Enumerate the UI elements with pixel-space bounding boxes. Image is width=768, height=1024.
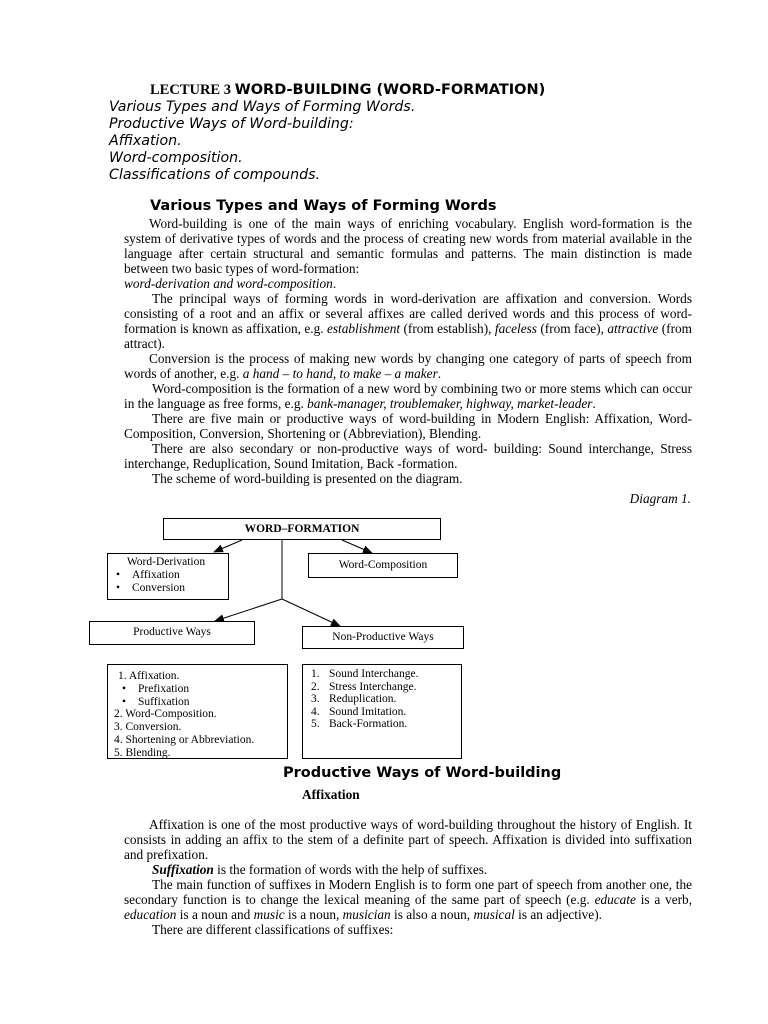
lecture-number: LECTURE 3 <box>150 82 231 98</box>
word-derivation-box <box>107 553 229 600</box>
list-item: 3. Conversion. <box>114 721 182 734</box>
section-heading: Various Types and Ways of Forming Words <box>150 198 497 214</box>
contents-item: Various Types and Ways of Forming Words. <box>109 99 416 115</box>
arrow-to-composition <box>342 540 372 553</box>
list-item: • Suffixation <box>122 696 287 709</box>
paragraph: Suffixation is the formation of words with the help of suffixes. <box>152 862 488 877</box>
paragraph: Affixation is one of the most productive ways of word-building throughout the history of English. It consists in adding an affix to the stem of a definite part of speech. Affixation is divided into suffixation and prefixation. <box>124 817 692 862</box>
paragraph: The principal ways of forming words in word-derivation are affixation and conversion. Words consisting of a root and an affix or several affixes are called derived words and this process of word- formation is known as affixation, e.g. establishment (from establish), faceless (from face), attractive (from attract). <box>124 291 692 351</box>
list-item: 4. Shortening or Abbreviation. <box>114 733 255 746</box>
list-item: 4. Sound Imitation. <box>311 705 407 718</box>
list-item: 1. Affixation. <box>118 670 180 682</box>
productive-ways-box: Productive Ways <box>89 621 255 645</box>
derivation-title: Word-Derivation <box>126 556 206 568</box>
paragraph: There are different classifications of suffixes: <box>152 922 394 937</box>
lecture-topic: WORD-BUILDING (WORD-FORMATION) <box>234 82 546 98</box>
diagram-label: Diagram 1. <box>629 491 691 506</box>
section-body <box>124 817 692 937</box>
word-formation-box: WORD–FORMATION <box>163 518 441 540</box>
list-item: 2. Word-Composition. <box>114 708 217 721</box>
list-item: • Prefixation <box>122 683 287 696</box>
paragraph: Word-composition is the formation of a new word by combining two or more stems which can occur in the language as free forms, e.g. bank-manager, troublemaker, highway, market-leader. <box>124 381 692 411</box>
paragraph: Conversion is the process of making new words by changing one category of parts of speech from words of another, e.g. a hand – to hand, to make – a maker. <box>124 351 692 381</box>
section-heading: Productive Ways of Word-building <box>283 765 562 781</box>
list-item: 3. Reduplication. <box>311 693 397 705</box>
affixation-sublist <box>118 683 287 709</box>
derivation-list <box>108 569 228 595</box>
paragraph: There are five main or productive ways of word-building in Modern English: Affixation, Word-Composition, Conversion, Shortening or (Abbreviation), Blending. <box>124 411 692 441</box>
arrow-to-derivation <box>214 540 242 552</box>
list-item: 2. Stress Interchange. <box>311 680 417 693</box>
paragraph: There are also secondary or non-productive ways of word- building: Sound interchange, Stress interchange, Reduplication, Sound Imitation, Back -formation. <box>124 441 692 471</box>
contents-item: Affixation. <box>109 133 182 149</box>
word-composition-box: Word-Composition <box>308 553 458 578</box>
list-item: • Conversion <box>116 582 228 595</box>
list-item: 5. Back-Formation. <box>311 718 408 730</box>
non-productive-ways-box: Non-Productive Ways <box>302 626 464 649</box>
subsection-heading: Affixation <box>302 787 360 802</box>
contents-item: Word-composition. <box>109 150 243 166</box>
paragraph: word-derivation and word-composition. <box>124 276 337 291</box>
list-item: 1. Sound Interchange. <box>311 668 419 680</box>
paragraph: Word-building is one of the main ways of enriching vocabulary. English word-formation is the system of derivative types of words and the process of creating new words from material available in the language after certain structural and semantic formulas and patterns. The main distinction is made between two basic types of word-formation: <box>124 216 692 276</box>
contents-item: Productive Ways of Word-building: <box>109 116 354 132</box>
paragraph: The scheme of word-building is presented on the diagram. <box>152 471 463 486</box>
contents-item: Classifications of compounds. <box>109 167 321 183</box>
productive-list-box <box>107 664 288 759</box>
non-productive-list-box <box>302 664 462 759</box>
paragraph: The main function of suffixes in Modern English is to form one part of speech from another one, the secondary function is to change the lexical meaning of the same part of speech (e.g. educate is a verb, education is a noun and music is a noun, musician is also a noun, musical is an adjective). <box>124 877 693 922</box>
list-item: 5. Blending. <box>114 746 171 759</box>
arrow-to-non-productive <box>282 599 340 626</box>
arrow-to-productive <box>215 599 282 621</box>
list-item: • Affixation <box>116 569 228 582</box>
